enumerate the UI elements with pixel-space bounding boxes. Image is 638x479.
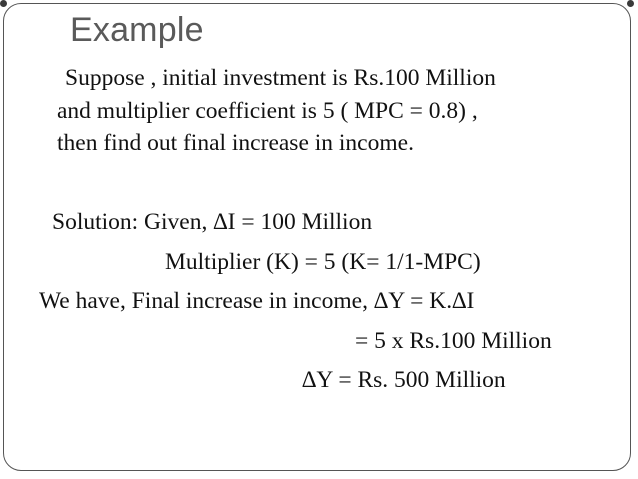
solution-formula-line: We have, Final increase in income, ∆Y = K.∆I	[39, 288, 475, 314]
problem-line-1: Suppose , initial investment is Rs.100 Million	[65, 65, 496, 91]
solution-multiplier-line: Multiplier (K) = 5 (K= 1/1-MPC)	[165, 249, 481, 275]
corner-dot-top-left	[0, 0, 7, 7]
corner-dot-top-right	[627, 0, 634, 7]
problem-line-2: and multiplier coefficient is 5 ( MPC = 0.8) ,	[57, 98, 478, 124]
solution-given-line: Solution: Given, ∆I = 100 Million	[52, 209, 373, 235]
problem-line-3: then find out final increase in income.	[57, 130, 414, 156]
solution-result-line: ∆Y = Rs. 500 Million	[302, 367, 506, 393]
solution-substitution-line: = 5 x Rs.100 Million	[355, 328, 552, 354]
slide-title: Example	[70, 11, 204, 49]
